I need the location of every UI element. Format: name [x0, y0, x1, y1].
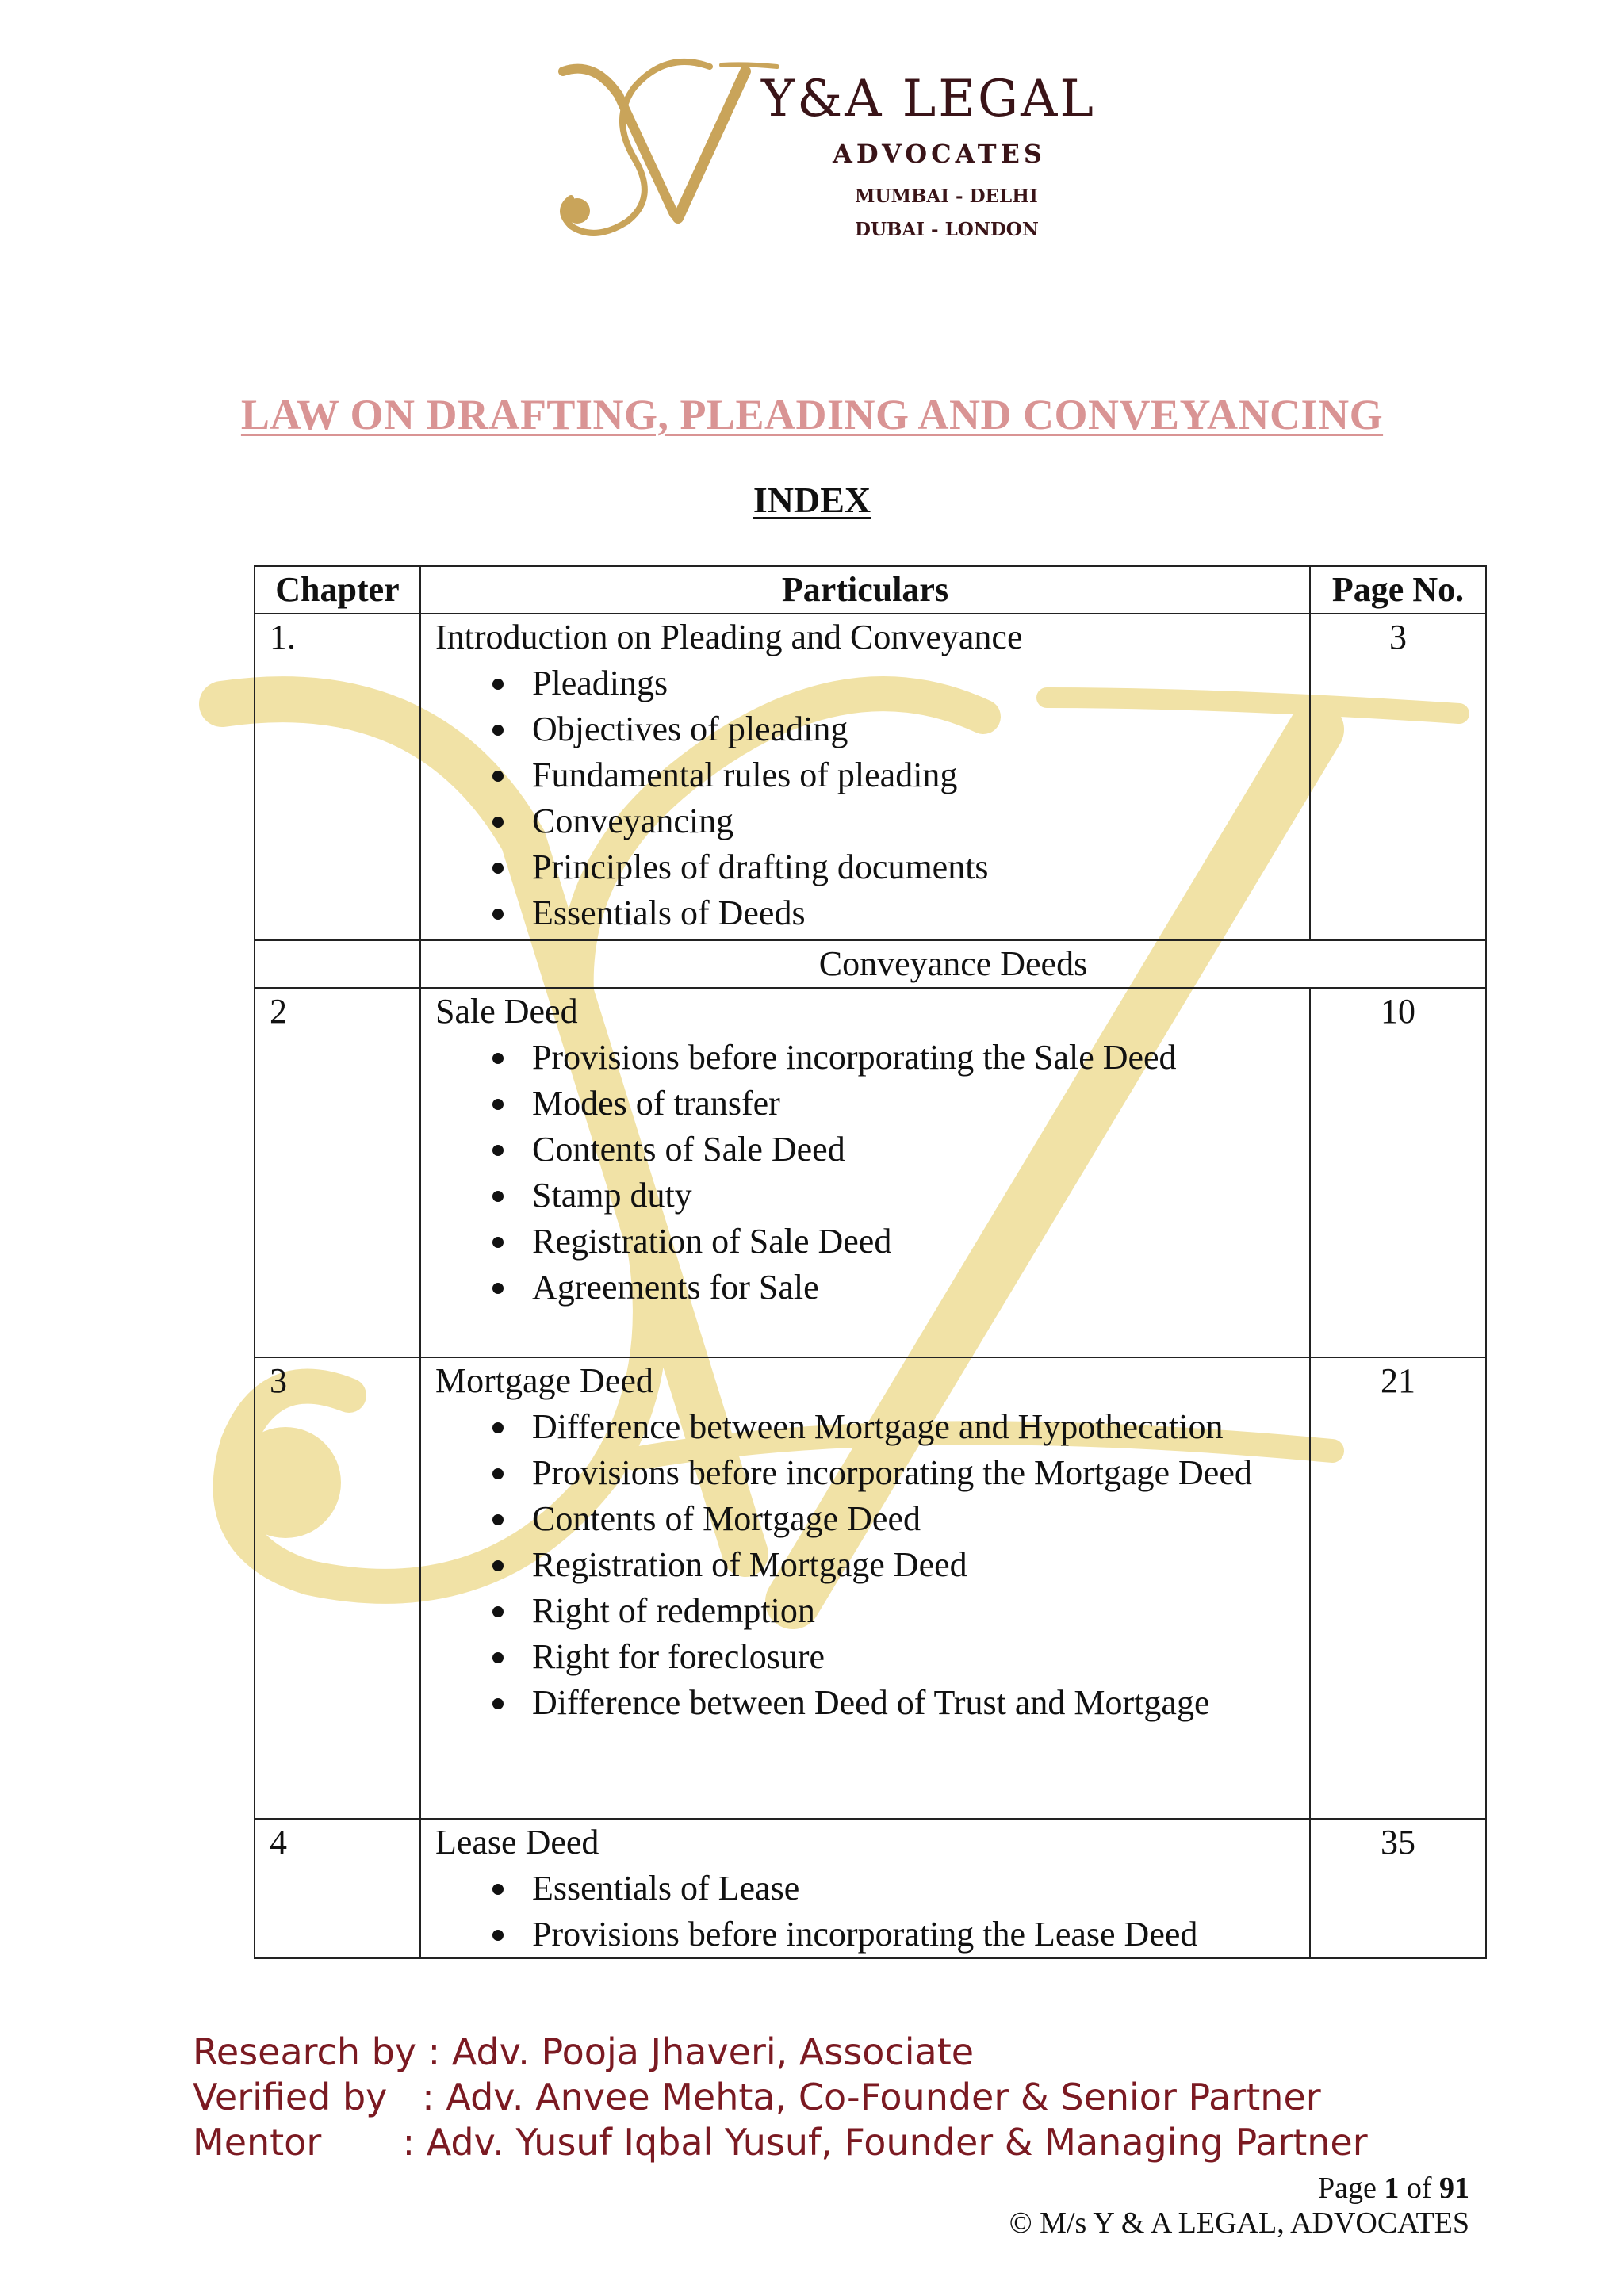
particulars-cell [420, 1819, 1310, 1958]
page-total: 91 [1439, 2172, 1469, 2205]
table-row [255, 1819, 1486, 1958]
credit-label: Mentor [193, 2121, 322, 2164]
credit-separator: : [321, 2121, 427, 2164]
header-page-no: Page No. [1310, 566, 1486, 614]
chapter-number: 4 [255, 1819, 420, 1958]
page-prefix: Page [1317, 2172, 1385, 2205]
chapter-title: Sale Deed [435, 992, 578, 1031]
topic-list [435, 1035, 1295, 1311]
credit-label: Verified by [193, 2076, 388, 2118]
particulars-cell [420, 614, 1310, 940]
table-row [255, 1357, 1486, 1819]
list-item: Right of redemption [532, 1588, 1295, 1634]
credit-research [193, 2030, 1368, 2075]
list-item: Stamp duty [532, 1173, 1295, 1219]
list-item: Provisions before incorporating the Lease Deed [532, 1911, 1295, 1957]
credit-value: Adv. Yusuf Iqbal Yusuf, Founder & Managing Partner [426, 2121, 1368, 2164]
page-number: 35 [1310, 1819, 1486, 1958]
firm-cities-line1: MUMBAI - DELHI [855, 186, 1038, 207]
list-item: Modes of transfer [532, 1081, 1295, 1127]
table-section-row [255, 940, 1486, 988]
firm-logo [547, 55, 1118, 254]
credit-separator: : [416, 2030, 452, 2073]
list-item: Registration of Sale Deed [532, 1219, 1295, 1265]
table-row [255, 614, 1486, 940]
page-of: of [1399, 2172, 1439, 2205]
firm-cities-line2: DUBAI - LONDON [855, 219, 1039, 240]
credit-value: Adv. Anvee Mehta, Co-Founder & Senior Partner [446, 2076, 1321, 2118]
particulars-cell [420, 1357, 1310, 1819]
table-row [255, 988, 1486, 1357]
particulars-cell [420, 988, 1310, 1357]
chapter-title: Mortgage Deed [435, 1361, 653, 1400]
list-item: Conveyancing [532, 798, 1295, 844]
page-number: 10 [1310, 988, 1486, 1357]
topic-list [435, 1866, 1295, 1957]
page-number: 21 [1310, 1357, 1486, 1819]
list-item: Principles of drafting documents [532, 844, 1295, 890]
firm-logo-mark [547, 55, 785, 246]
list-item: Agreements for Sale [532, 1265, 1295, 1311]
document-title: LAW ON DRAFTING, PLEADING AND CONVEYANCING [240, 391, 1384, 438]
section-heading: Conveyance Deeds [420, 940, 1486, 988]
credit-value: Adv. Pooja Jhaveri, Associate [451, 2030, 975, 2073]
list-item: Contents of Mortgage Deed [532, 1496, 1295, 1542]
list-item: Provisions before incorporating the Sale Deed [532, 1035, 1295, 1081]
credits-block [193, 2030, 1368, 2165]
page-number: 3 [1310, 614, 1486, 940]
header-chapter: Chapter [255, 566, 420, 614]
topic-list [435, 660, 1295, 936]
list-item: Registration of Mortgage Deed [532, 1542, 1295, 1588]
chapter-number: 3 [255, 1357, 420, 1819]
list-item: Difference between Mortgage and Hypothecation [532, 1404, 1295, 1450]
list-item: Fundamental rules of pleading [532, 752, 1295, 798]
copyright-notice: © M/s Y & A LEGAL, ADVOCATES [1009, 2206, 1469, 2240]
credit-label: Research by [193, 2030, 417, 2073]
chapter-number: 2 [255, 988, 420, 1357]
header-particulars: Particulars [420, 566, 1310, 614]
index-table [254, 565, 1487, 1959]
empty-cell [255, 940, 420, 988]
index-heading: INDEX [753, 480, 871, 520]
chapter-title: Introduction on Pleading and Conveyance [435, 618, 1023, 656]
list-item: Difference between Deed of Trust and Mortgage [532, 1680, 1295, 1726]
credit-verified [193, 2075, 1368, 2120]
list-item: Right for foreclosure [532, 1634, 1295, 1680]
firm-name: Y&A LEGAL [761, 70, 1096, 128]
list-item: Contents of Sale Deed [532, 1127, 1295, 1173]
firm-subtitle: ADVOCATES [833, 139, 1047, 169]
list-item: Essentials of Lease [532, 1866, 1295, 1911]
credit-mentor [193, 2120, 1368, 2165]
chapter-title: Lease Deed [435, 1823, 599, 1862]
credit-separator: : [387, 2076, 446, 2118]
list-item: Essentials of Deeds [532, 890, 1295, 936]
list-item: Pleadings [532, 660, 1295, 706]
page-indicator [1318, 2171, 1469, 2206]
topic-list [435, 1404, 1295, 1726]
list-item: Provisions before incorporating the Mortgage Deed [532, 1450, 1295, 1496]
table-header-row [255, 566, 1486, 614]
page-current: 1 [1384, 2172, 1400, 2205]
chapter-number: 1. [255, 614, 420, 940]
list-item: Objectives of pleading [532, 706, 1295, 752]
